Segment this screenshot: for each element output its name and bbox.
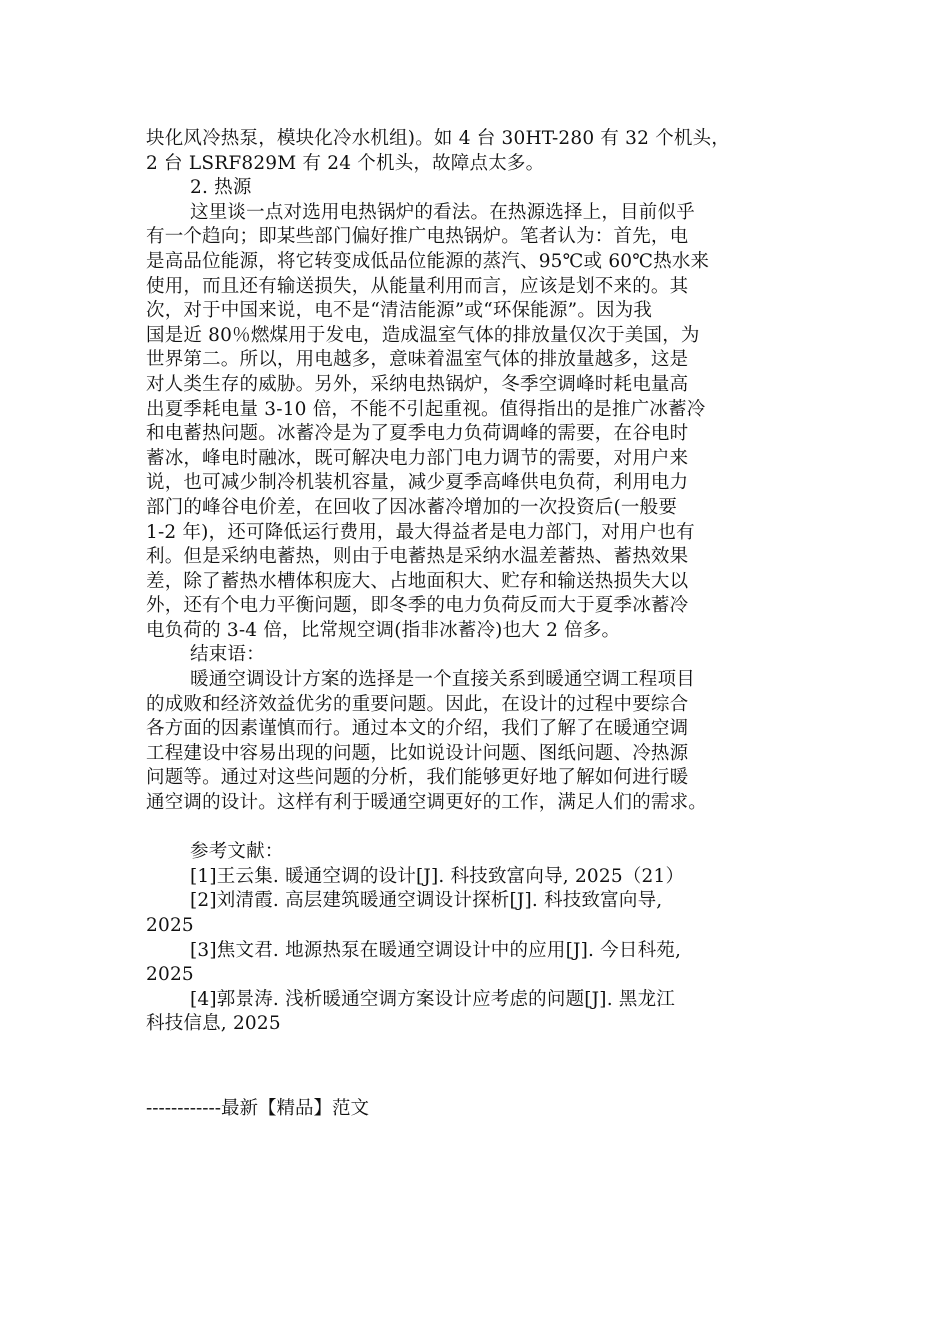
text-line: 次，对于中国来说，电不是“清洁能源”或“环保能源”。因为我 <box>146 300 653 322</box>
reference-line: [2]刘清霞. 高层建筑暖通空调设计探析[J]. 科技致富向导, <box>190 890 663 912</box>
text-line: 国是近 80％燃煤用于发电，造成温室气体的排放量仅次于美国，为 <box>146 324 700 346</box>
references-heading: 参考文献： <box>190 841 284 863</box>
text-line: 和电蓄热问题。冰蓄冷是为了夏季电力负荷调峰的需要，在谷电时 <box>146 423 689 445</box>
text-line: 是高品位能源，将它转变成低品位能源的蒸汽、95℃或 60℃热水来 <box>146 250 710 272</box>
text-line: 对人类生存的威胁。另外，采纳电热锅炉，冬季空调峰时耗电量高 <box>146 373 689 395</box>
text-line: 有一个趋向；即某些部门偏好推广电热锅炉。笔者认为：首先，电 <box>146 226 689 248</box>
reference-line: [3]焦文君. 地源热泵在暖通空调设计中的应用[J]. 今日科苑, <box>190 939 682 961</box>
text-line: 的成败和经济效益优劣的重要问题。因此，在设计的过程中要综合 <box>146 693 689 715</box>
text-line: 2. 热源 <box>190 177 252 199</box>
text-line: 使用，而且还有输送损失，从能量利用而言，应该是划不来的。其 <box>146 275 689 297</box>
text-line: 出夏季耗电量 3-10 倍，不能不引起重视。值得指出的是推广冰蓄冷 <box>146 398 706 420</box>
text-line: 暖通空调设计方案的选择是一个直接关系到暖通空调工程项目 <box>190 669 695 691</box>
text-line: 蓄冰，峰电时融冰，既可解决电力部门电力调节的需要，对用户来 <box>146 447 689 469</box>
references-list <box>146 865 806 1037</box>
reference-line: 2025 <box>146 915 194 936</box>
body-text <box>146 127 806 816</box>
text-line: 电负荷的 3-4 倍，比常规空调(指非冰蓄冷)也大 2 倍多。 <box>146 619 621 641</box>
paragraph-gap <box>146 816 806 841</box>
text-line: 问题等。通过对这些问题的分析，我们能够更好地了解如何进行暖 <box>146 767 689 789</box>
document-page <box>146 127 806 1037</box>
text-line: 工程建设中容易出现的问题，比如说设计问题、图纸问题、冷热源 <box>146 742 689 764</box>
text-line: 世界第二。所以，用电越多，意味着温室气体的排放量越多，这是 <box>146 349 689 371</box>
text-line: 外，还有个电力平衡问题，即冬季的电力负荷反而大于夏季冰蓄冷 <box>146 595 689 617</box>
reference-line: 科技信息, 2025 <box>146 1013 281 1035</box>
reference-line: [1]王云集. 暖通空调的设计[J]. 科技致富向导, 2025（21） <box>190 865 685 887</box>
text-line: 这里谈一点对选用电热锅炉的看法。在热源选择上，目前似乎 <box>190 201 695 223</box>
text-line: 块化风冷热泵，模块化冷水机组)。如 4 台 30HT-280 有 32 个机头， <box>146 128 731 149</box>
text-line: 各方面的因素谨慎而行。通过本文的介绍，我们了解了在暖通空调 <box>146 718 689 740</box>
text-line: 通空调的设计。这样有利于暖通空调更好的工作，满足人们的需求。 <box>146 792 708 814</box>
reference-line: 2025 <box>146 964 194 986</box>
text-line: 差，除了蓄热水槽体积庞大、占地面积大、贮存和输送热损失大以 <box>146 570 689 592</box>
footer-note: ------------最新【精品】范文 <box>146 1098 370 1119</box>
reference-line: [4]郭景涛. 浅析暖通空调方案设计应考虑的问题[J]. 黑龙江 <box>190 988 675 1010</box>
text-line: 部门的峰谷电价差，在回收了因冰蓄冷增加的一次投资后(一般要 <box>146 496 678 518</box>
text-line: 利。但是采纳电蓄热，则由于电蓄热是采纳水温差蓄热、蓄热效果 <box>146 546 689 568</box>
text-line: 1-2 年)，还可降低运行费用，最大得益者是电力部门，对用户也有 <box>146 521 695 543</box>
text-line: 2 台 LSRF829M 有 24 个机头，故障点太多。 <box>146 152 545 174</box>
text-line: 说，也可减少制冷机装机容量，减少夏季高峰供电负荷，利用电力 <box>146 472 689 494</box>
text-line: 结束语： <box>190 644 265 666</box>
